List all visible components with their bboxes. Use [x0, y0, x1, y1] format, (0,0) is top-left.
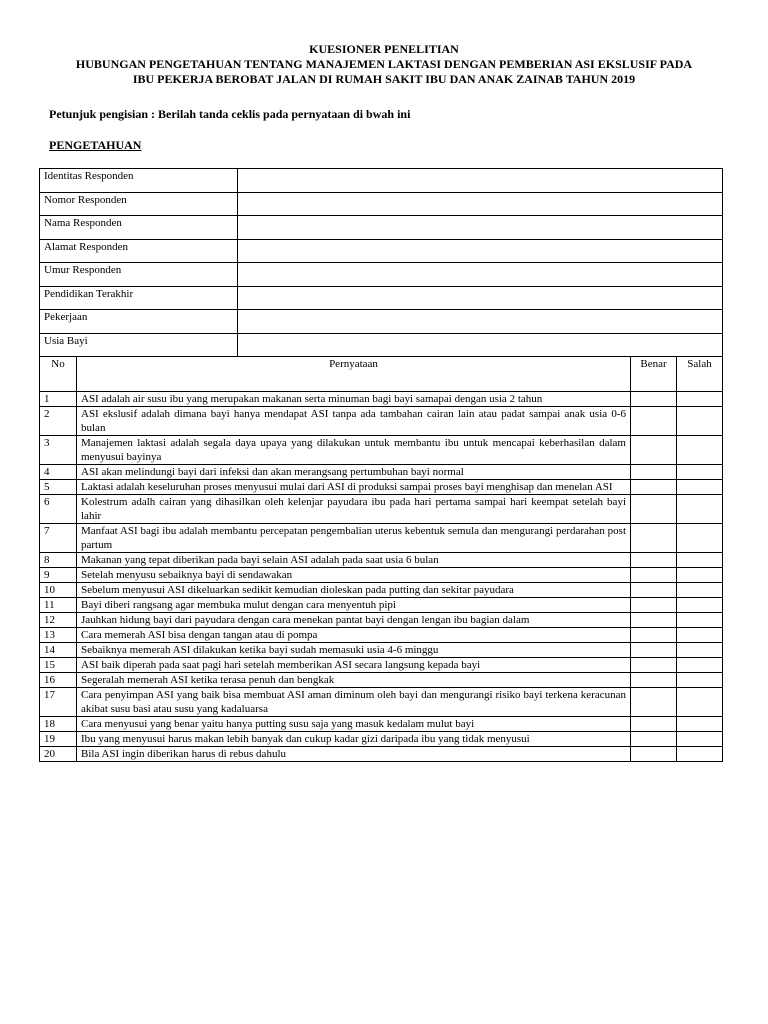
identity-row: [40, 192, 723, 216]
answer-false-checkbox[interactable]: [677, 658, 723, 673]
question-number: 11: [40, 598, 77, 613]
question-statement: ASI baik diperah pada saat pagi hari setelah memberikan ASI secara langsung kepada bayi: [77, 658, 631, 673]
identity-label: Alamat Responden: [40, 239, 238, 263]
question-number: 16: [40, 673, 77, 688]
question-number: 12: [40, 613, 77, 628]
question-row: [40, 495, 723, 524]
question-number: 8: [40, 553, 77, 568]
identity-label: Pekerjaan: [40, 310, 238, 334]
question-statement: Cara memerah ASI bisa dengan tangan atau di pompa: [77, 628, 631, 643]
answer-true-checkbox[interactable]: [631, 628, 677, 643]
question-number: 2: [40, 407, 77, 436]
answer-true-checkbox[interactable]: [631, 747, 677, 762]
identity-row: [40, 310, 723, 334]
question-row: [40, 553, 723, 568]
question-row: [40, 613, 723, 628]
answer-false-checkbox[interactable]: [677, 553, 723, 568]
header-line-2: HUBUNGAN PENGETAHUAN TENTANG MANAJEMEN LAKTASI DENGAN PEMBERIAN ASI EKSLUSIF PADA: [75, 57, 693, 71]
answer-false-checkbox[interactable]: [677, 732, 723, 747]
questionnaire-header-row: [40, 357, 723, 392]
answer-false-checkbox[interactable]: [677, 407, 723, 436]
question-statement: Cara menyusui yang benar yaitu hanya putting susu saja yang masuk kedalam mulut bayi: [77, 717, 631, 732]
answer-true-checkbox[interactable]: [631, 643, 677, 658]
question-number: 5: [40, 480, 77, 495]
question-statement: Cara penyimpan ASI yang baik bisa membuat ASI aman diminum oleh bayi dan mengurangi risiko bayi terkena keracunan akibat susu basi atau susu yang kadaluarsa: [77, 688, 631, 717]
document-header: [0, 42, 768, 87]
question-row: [40, 717, 723, 732]
identity-row: [40, 286, 723, 310]
answer-false-checkbox[interactable]: [677, 673, 723, 688]
question-row: [40, 643, 723, 658]
questionnaire-table: [39, 356, 723, 762]
identity-label: Identitas Responden: [40, 169, 238, 193]
question-row: [40, 732, 723, 747]
identity-answer-field[interactable]: [238, 333, 723, 357]
identity-answer-field[interactable]: [238, 239, 723, 263]
identity-label: Nama Responden: [40, 216, 238, 240]
question-number: 14: [40, 643, 77, 658]
header-line-1: KUESIONER PENELITIAN: [309, 42, 459, 56]
question-row: [40, 658, 723, 673]
question-statement: Ibu yang menyusui harus makan lebih banyak dan cukup kadar gizi daripada ibu yang tidak menyusui: [77, 732, 631, 747]
header-line-3: IBU PEKERJA BEROBAT JALAN DI RUMAH SAKIT IBU DAN ANAK ZAINAB TAHUN 2019: [132, 72, 636, 86]
question-statement: Laktasi adalah keseluruhan proses menyusui mulai dari ASI di produksi sampai proses bayi menghisap dan menelan ASI: [77, 480, 631, 495]
identity-row: [40, 239, 723, 263]
section-title: PENGETAHUAN: [49, 138, 142, 152]
identity-answer-field[interactable]: [238, 216, 723, 240]
question-statement: Segeralah memerah ASI ketika terasa penuh dan bengkak: [77, 673, 631, 688]
question-row: [40, 465, 723, 480]
header-true: Benar: [631, 357, 677, 392]
answer-true-checkbox[interactable]: [631, 673, 677, 688]
answer-true-checkbox[interactable]: [631, 495, 677, 524]
answer-false-checkbox[interactable]: [677, 598, 723, 613]
identity-row: [40, 263, 723, 287]
question-number: 17: [40, 688, 77, 717]
answer-true-checkbox[interactable]: [631, 598, 677, 613]
answer-false-checkbox[interactable]: [677, 747, 723, 762]
identity-answer-field[interactable]: [238, 310, 723, 334]
question-number: 15: [40, 658, 77, 673]
answer-true-checkbox[interactable]: [631, 583, 677, 598]
answer-false-checkbox[interactable]: [677, 583, 723, 598]
answer-false-checkbox[interactable]: [677, 465, 723, 480]
question-statement: Sebaiknya memerah ASI dilakukan ketika bayi sudah memasuki usia 4-6 minggu: [77, 643, 631, 658]
answer-true-checkbox[interactable]: [631, 613, 677, 628]
question-statement: Manfaat ASI bagi ibu adalah membantu percepatan pengembalian uterus kebentuk semula dan mengurangi perdarahan post partum: [77, 524, 631, 553]
answer-true-checkbox[interactable]: [631, 553, 677, 568]
identity-answer-field[interactable]: [238, 263, 723, 287]
identity-answer-field[interactable]: [238, 169, 723, 193]
question-statement: Manajemen laktasi adalah segala daya upaya yang dilakukan untuk membantu ibu untuk mencapai keberhasilan dalam menyusui bayinya: [77, 436, 631, 465]
answer-true-checkbox[interactable]: [631, 436, 677, 465]
identity-label: Umur Responden: [40, 263, 238, 287]
identity-row: [40, 333, 723, 357]
question-number: 1: [40, 392, 77, 407]
answer-false-checkbox[interactable]: [677, 688, 723, 717]
question-number: 19: [40, 732, 77, 747]
question-number: 10: [40, 583, 77, 598]
answer-true-checkbox[interactable]: [631, 392, 677, 407]
question-row: [40, 524, 723, 553]
answer-true-checkbox[interactable]: [631, 717, 677, 732]
question-statement: ASI ekslusif adalah dimana bayi hanya mendapat ASI tanpa ada tambahan cairan lain atau padat sampai anak usia 0-6 bulan: [77, 407, 631, 436]
answer-false-checkbox[interactable]: [677, 495, 723, 524]
answer-true-checkbox[interactable]: [631, 688, 677, 717]
identity-table: [39, 168, 723, 357]
question-statement: Jauhkan hidung bayi dari payudara dengan cara menekan pantat bayi dengan lengan ibu bagian dalam: [77, 613, 631, 628]
question-statement: ASI adalah air susu ibu yang merupakan makanan serta minuman bagi bayi samapai dengan usia 2 tahun: [77, 392, 631, 407]
question-row: [40, 583, 723, 598]
answer-false-checkbox[interactable]: [677, 524, 723, 553]
answer-true-checkbox[interactable]: [631, 568, 677, 583]
question-statement: Setelah menyusu sebaiknya bayi di sendawakan: [77, 568, 631, 583]
answer-false-checkbox[interactable]: [677, 568, 723, 583]
question-number: 4: [40, 465, 77, 480]
question-row: [40, 568, 723, 583]
answer-false-checkbox[interactable]: [677, 717, 723, 732]
question-row: [40, 628, 723, 643]
question-number: 6: [40, 495, 77, 524]
question-number: 9: [40, 568, 77, 583]
answer-true-checkbox[interactable]: [631, 732, 677, 747]
answer-true-checkbox[interactable]: [631, 524, 677, 553]
identity-label: Usia Bayi: [40, 333, 238, 357]
header-statement: Pernyataan: [77, 357, 631, 392]
question-row: [40, 436, 723, 465]
identity-row: [40, 216, 723, 240]
answer-false-checkbox[interactable]: [677, 643, 723, 658]
answer-false-checkbox[interactable]: [677, 436, 723, 465]
identity-answer-field[interactable]: [238, 192, 723, 216]
question-statement: ASI akan melindungi bayi dari infeksi dan akan merangsang pertumbuhan bayi normal: [77, 465, 631, 480]
answer-false-checkbox[interactable]: [677, 628, 723, 643]
identity-answer-field[interactable]: [238, 286, 723, 310]
identity-row: [40, 169, 723, 193]
answer-false-checkbox[interactable]: [677, 613, 723, 628]
question-row: [40, 407, 723, 436]
question-statement: Bila ASI ingin diberikan harus di rebus dahulu: [77, 747, 631, 762]
instruction-text: Petunjuk pengisian : Berilah tanda ceklis pada pernyataan di bwah ini: [49, 107, 411, 121]
question-number: 20: [40, 747, 77, 762]
question-number: 13: [40, 628, 77, 643]
question-row: [40, 688, 723, 717]
question-statement: Kolestrum adalh cairan yang dihasilkan oleh kelenjar payudara ibu pada hari pertama sampai hari keempat setelah bayi lahir: [77, 495, 631, 524]
answer-false-checkbox[interactable]: [677, 480, 723, 495]
answer-true-checkbox[interactable]: [631, 480, 677, 495]
answer-false-checkbox[interactable]: [677, 392, 723, 407]
question-row: [40, 392, 723, 407]
header-false: Salah: [677, 357, 723, 392]
question-row: [40, 480, 723, 495]
identity-label: Pendidikan Terakhir: [40, 286, 238, 310]
identity-label: Nomor Responden: [40, 192, 238, 216]
question-number: 3: [40, 436, 77, 465]
question-row: [40, 598, 723, 613]
answer-true-checkbox[interactable]: [631, 658, 677, 673]
question-statement: Makanan yang tepat diberikan pada bayi selain ASI adalah pada saat usia 6 bulan: [77, 553, 631, 568]
header-no: No: [40, 357, 77, 392]
question-number: 18: [40, 717, 77, 732]
question-row: [40, 747, 723, 762]
question-row: [40, 673, 723, 688]
answer-true-checkbox[interactable]: [631, 407, 677, 436]
question-number: 7: [40, 524, 77, 553]
question-statement: Bayi diberi rangsang agar membuka mulut dengan cara menyentuh pipi: [77, 598, 631, 613]
answer-true-checkbox[interactable]: [631, 465, 677, 480]
question-statement: Sebelum menyusui ASI dikeluarkan sedikit kemudian dioleskan pada putting dan sekitar payudara: [77, 583, 631, 598]
